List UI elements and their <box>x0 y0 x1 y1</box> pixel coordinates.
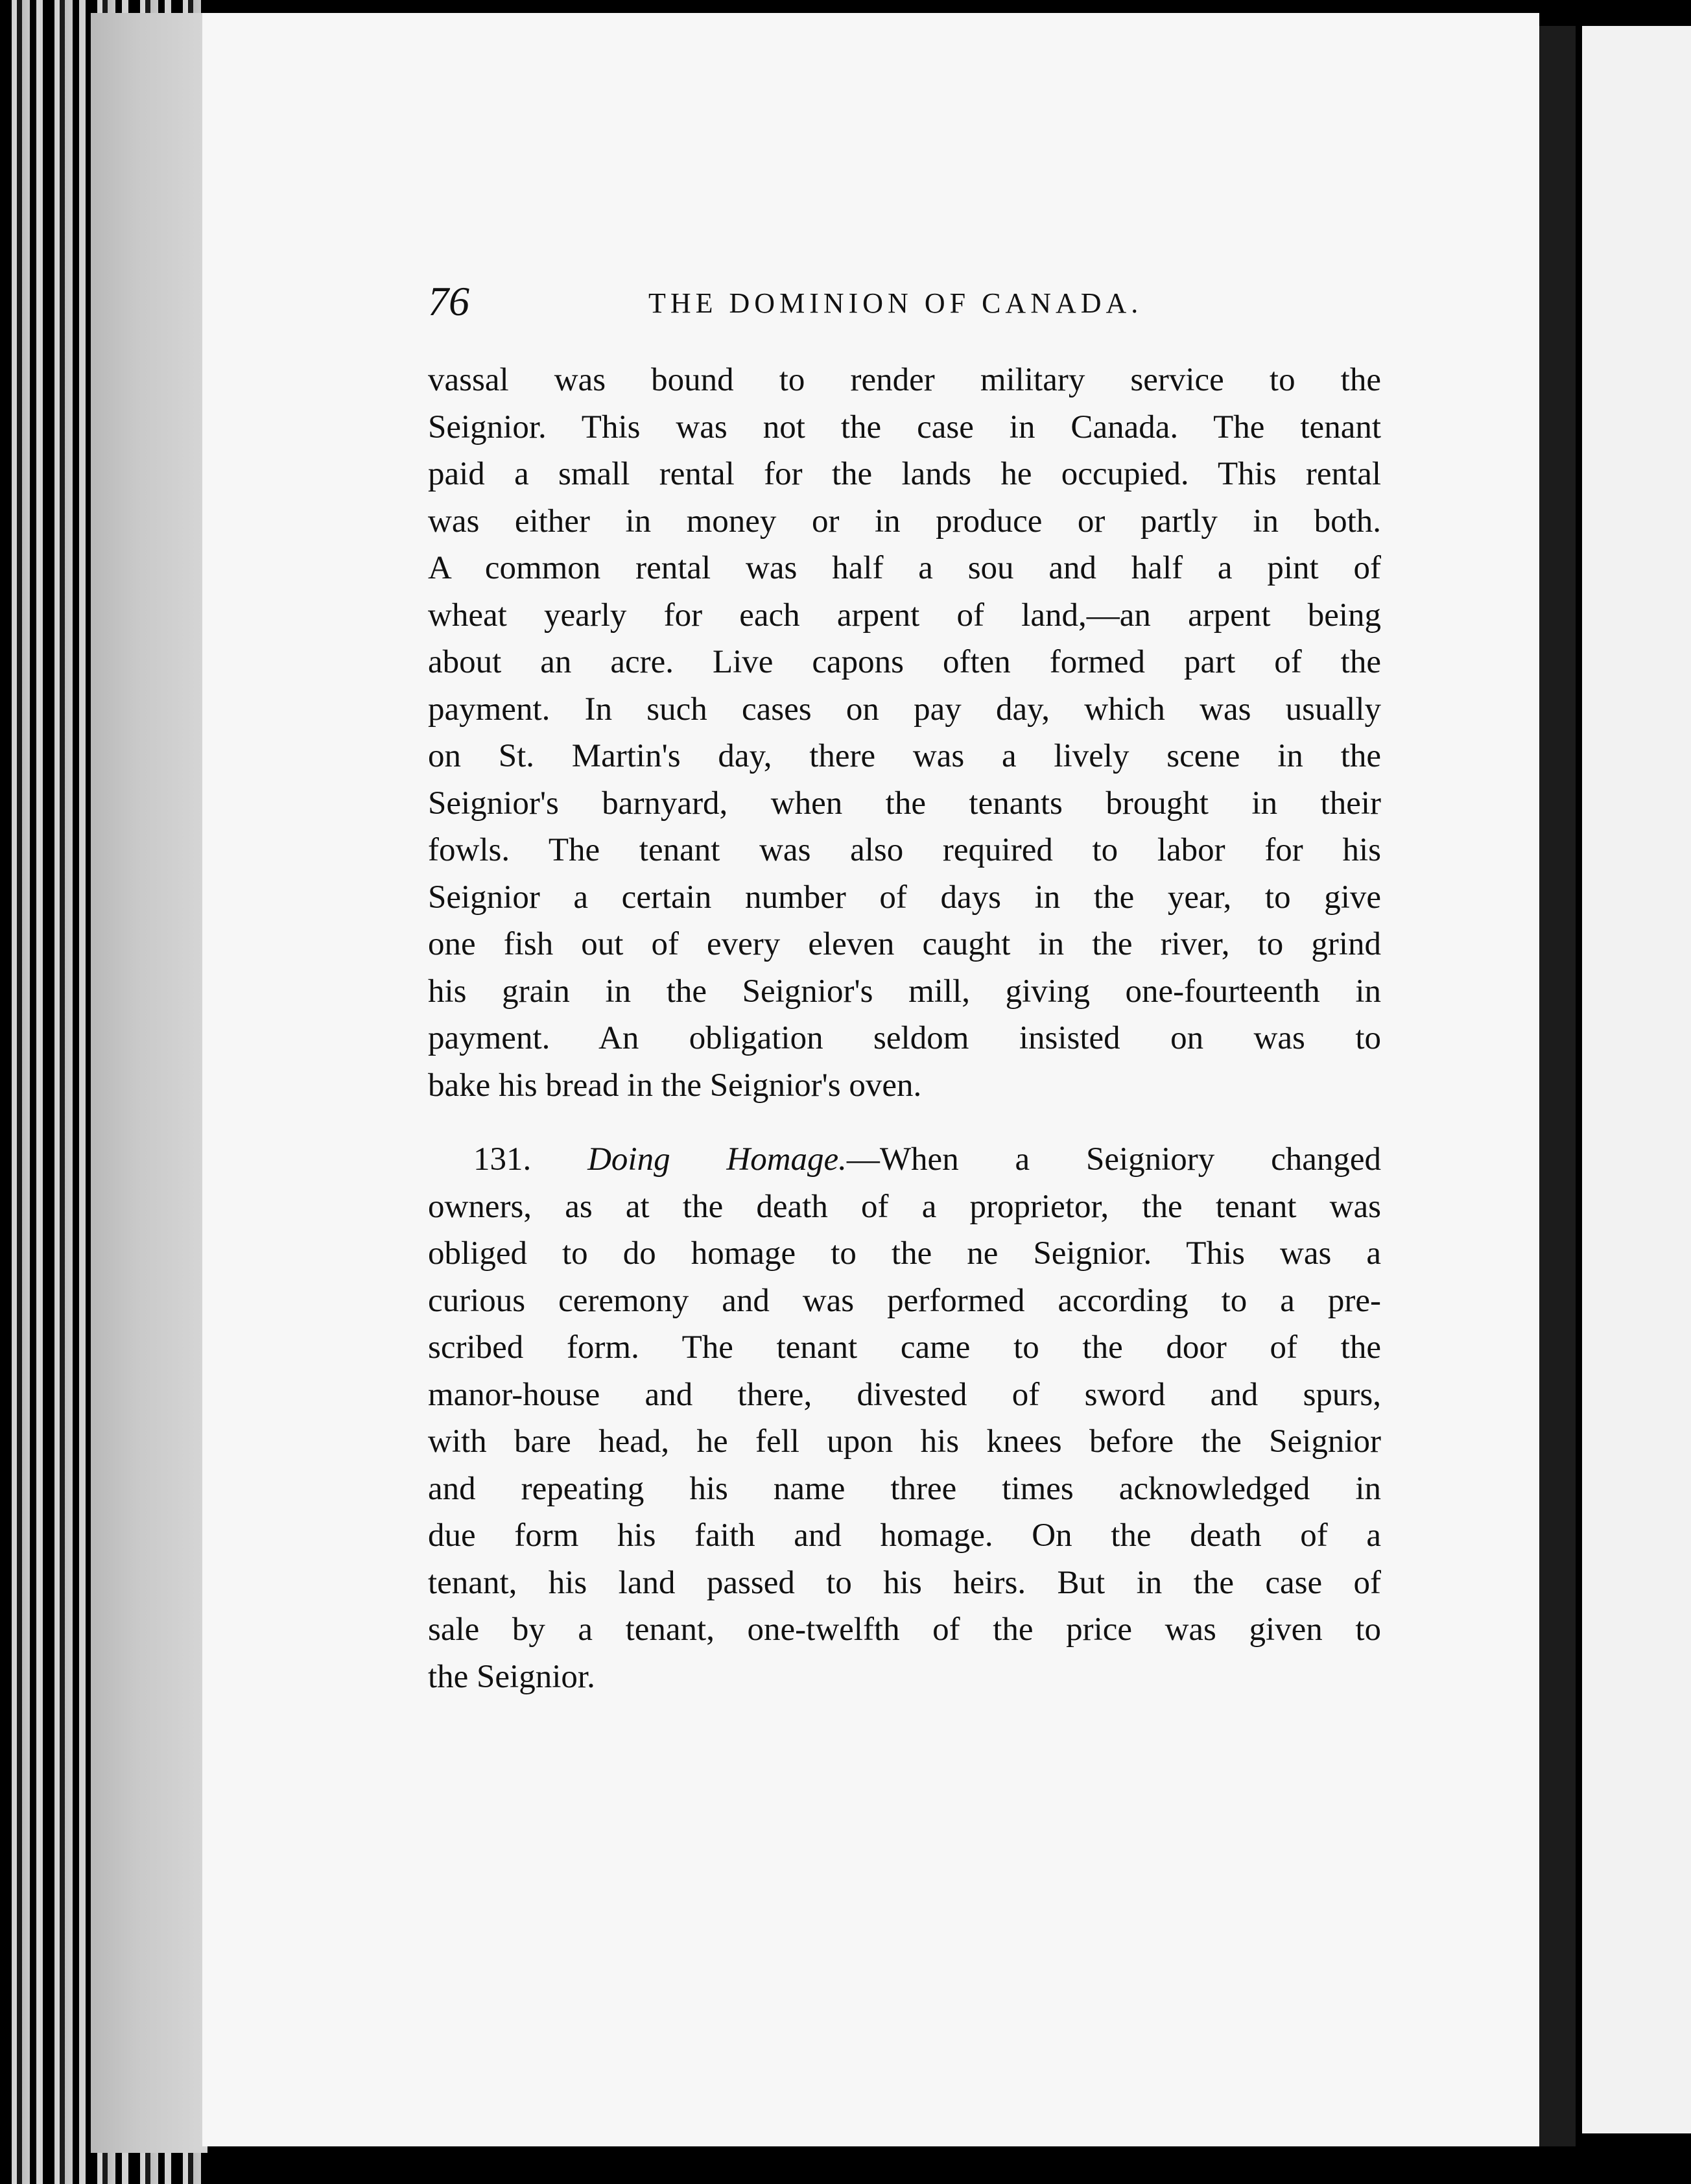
text-line: on St. Martin's day, there was a lively scene in the <box>428 738 1381 774</box>
text-line: scribed form. The tenant came to the door of the <box>428 1329 1381 1366</box>
text-line: tenant, his land passed to his heirs. But in the case of <box>428 1564 1381 1601</box>
text-line: about an acre. Live capons often formed part of the <box>428 644 1381 680</box>
text-line: manor-house and there, divested of sword and spurs, <box>428 1376 1381 1413</box>
text-line: the Seignior. <box>428 1658 595 1695</box>
page-number: 76 <box>428 278 469 324</box>
text-line: payment. In such cases on pay day, which was usually <box>428 691 1381 728</box>
text-line: was either in money or in produce or partly in both. <box>428 503 1381 540</box>
section-lead-text: —When a Seigniory changed <box>846 1141 1381 1178</box>
paragraph-gap <box>428 1109 1381 1136</box>
text-line: A common rental was half a sou and half a pint of <box>428 550 1381 586</box>
running-title: THE DOMINION OF CANADA. <box>648 287 1143 319</box>
book-page-stack <box>91 13 207 2153</box>
right-dark-band <box>1539 26 1576 2146</box>
text-line: payment. An obligation seldom insisted on was to <box>428 1020 1381 1056</box>
text-line: sale by a tenant, one-twelfth of the price was given to <box>428 1611 1381 1648</box>
text-line: Seignior. This was not the case in Canada. The tenant <box>428 409 1381 445</box>
text-line: obliged to do homage to the ne Seignior. This was a <box>428 1235 1381 1272</box>
section-title: Doing Homage. <box>587 1141 847 1178</box>
text-line: bake his bread in the Seignior's oven. <box>428 1067 922 1104</box>
adjacent-page-strip <box>1582 26 1691 2133</box>
text-line: one fish out of every eleven caught in the river, to grind <box>428 926 1381 962</box>
text-line: owners, as at the death of a proprietor, the tenant was <box>428 1188 1381 1225</box>
section-number: 131. <box>473 1141 532 1178</box>
text-line: his grain in the Seignior's mill, giving one-fourteenth in <box>428 973 1381 1010</box>
running-head <box>428 278 1381 336</box>
body-text <box>428 357 1381 1700</box>
gutter-shadow <box>1576 26 1582 2146</box>
text-line: with bare head, he fell upon his knees before the Seignior <box>428 1423 1381 1460</box>
text-line: wheat yearly for each arpent of land,—an arpent being <box>428 597 1381 634</box>
text-line: vassal was bound to render military service to the <box>428 362 1381 398</box>
section-heading-line <box>428 1136 1381 1183</box>
text-line: fowls. The tenant was also required to labor for his <box>428 832 1381 868</box>
text-line: curious ceremony and was performed according to a pre- <box>428 1282 1381 1319</box>
text-line: and repeating his name three times acknowledged in <box>428 1470 1381 1507</box>
text-line: paid a small rental for the lands he occupied. This rental <box>428 456 1381 492</box>
text-line: due form his faith and homage. On the death of a <box>428 1517 1381 1554</box>
text-line: Seignior's barnyard, when the tenants brought in their <box>428 785 1381 822</box>
text-line: Seignior a certain number of days in the year, to give <box>428 879 1381 916</box>
